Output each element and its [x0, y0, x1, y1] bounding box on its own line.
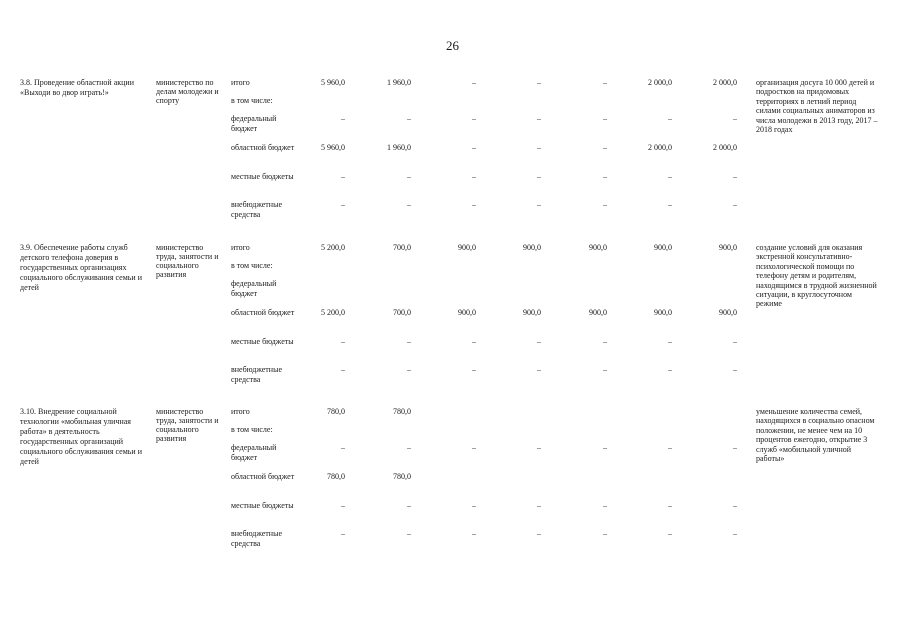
expected-result: создание условий для оказания экстренной консультативно-психологической помощи по телефону детям и родителям, находящимся в трудной жизненной ситуации, в круглосуточном режиме	[756, 243, 877, 309]
value-cell: –	[341, 529, 345, 538]
row-label: областной бюджет	[231, 472, 295, 481]
value-cell: –	[603, 172, 607, 181]
value-cell: –	[407, 337, 411, 346]
value-cell: 5 960,0	[321, 143, 345, 152]
value-cell: –	[733, 114, 737, 123]
value-cell: –	[537, 529, 541, 538]
value-cell: 900,0	[589, 308, 607, 317]
value-cell: 780,0	[393, 407, 411, 416]
value-cell: –	[472, 114, 476, 123]
executor: министерство труда, занятости и социального развития	[156, 243, 219, 279]
row-label: федеральный бюджет	[231, 114, 277, 133]
row-label: внебюджетные средства	[231, 200, 282, 219]
value-cell: –	[407, 501, 411, 510]
value-cell: –	[668, 200, 672, 209]
row-local	[0, 337, 905, 361]
value-cell: –	[407, 365, 411, 374]
value-cell: 900,0	[523, 308, 541, 317]
value-cell: –	[537, 78, 541, 87]
value-cell: –	[733, 443, 737, 452]
row-extrabudgetary	[0, 200, 905, 224]
value-cell: –	[472, 143, 476, 152]
value-cell: 900,0	[719, 308, 737, 317]
row-label: областной бюджет	[231, 143, 295, 152]
value-cell: –	[341, 172, 345, 181]
value-cell: 900,0	[458, 308, 476, 317]
row-local	[0, 172, 905, 196]
value-cell: 700,0	[393, 308, 411, 317]
value-cell: 900,0	[719, 243, 737, 252]
value-cell: –	[341, 365, 345, 374]
value-cell: –	[603, 443, 607, 452]
value-cell: –	[537, 501, 541, 510]
row-label: в том числе:	[231, 425, 273, 434]
value-cell: 780,0	[327, 472, 345, 481]
row-regional	[0, 143, 905, 167]
value-cell: –	[341, 114, 345, 123]
expected-result: уменьшение количества семей, находящихся в социально опасном положении, не менее чем на 10 процентов ежегодно, открытие 3 служб «мобильной уличной работы»	[756, 407, 875, 464]
row-extrabudgetary	[0, 365, 905, 389]
value-cell: 900,0	[654, 308, 672, 317]
value-cell: –	[472, 200, 476, 209]
value-cell: 5 200,0	[321, 243, 345, 252]
section-title: 3.8. Проведение областной акции «Выходи во двор играть!»	[20, 78, 134, 97]
value-cell: –	[603, 501, 607, 510]
row-local	[0, 501, 905, 525]
value-cell: –	[407, 529, 411, 538]
page-number: 26	[446, 38, 459, 53]
row-label: в том числе:	[231, 96, 273, 105]
value-cell: –	[537, 172, 541, 181]
value-cell: –	[537, 443, 541, 452]
value-cell: 2 000,0	[648, 78, 672, 87]
value-cell: –	[537, 114, 541, 123]
value-cell: –	[472, 78, 476, 87]
value-cell: –	[733, 172, 737, 181]
value-cell: –	[668, 337, 672, 346]
value-cell: –	[537, 337, 541, 346]
value-cell: –	[537, 200, 541, 209]
value-cell: –	[733, 529, 737, 538]
section-title: 3.10. Внедрение социальной технологии «мобильная уличная работа» в деятельность государственных организаций социального обслуживания семьи и детей	[20, 407, 142, 466]
executor: министерство труда, занятости и социального развития	[156, 407, 219, 443]
value-cell: –	[733, 501, 737, 510]
value-cell: –	[472, 529, 476, 538]
value-cell: 900,0	[458, 243, 476, 252]
value-cell: 1 960,0	[387, 78, 411, 87]
value-cell: –	[668, 501, 672, 510]
value-cell: 5 200,0	[321, 308, 345, 317]
row-label: местные бюджеты	[231, 337, 294, 346]
row-label: внебюджетные средства	[231, 529, 282, 548]
row-label: местные бюджеты	[231, 172, 294, 181]
value-cell: 2 000,0	[713, 143, 737, 152]
row-regional	[0, 472, 905, 496]
value-cell: –	[341, 443, 345, 452]
value-cell: –	[668, 172, 672, 181]
value-cell: –	[407, 172, 411, 181]
row-label: местные бюджеты	[231, 501, 294, 510]
value-cell: –	[603, 200, 607, 209]
value-cell: –	[668, 529, 672, 538]
value-cell: –	[472, 443, 476, 452]
value-cell: 900,0	[523, 243, 541, 252]
value-cell: 2 000,0	[713, 78, 737, 87]
expected-result: организация досуга 10 000 детей и подростков на придомовых территориях в летний период силами социальных аниматоров из числа молодежи в 2013 году, 2017 – 2018 годах	[756, 78, 878, 135]
value-cell: –	[603, 114, 607, 123]
row-label: в том числе:	[231, 261, 273, 270]
value-cell: –	[341, 337, 345, 346]
value-cell: 5 960,0	[321, 78, 345, 87]
row-federal	[0, 443, 905, 467]
value-cell: –	[733, 365, 737, 374]
value-cell: 700,0	[393, 243, 411, 252]
value-cell: –	[407, 114, 411, 123]
value-cell: –	[733, 200, 737, 209]
value-cell: –	[603, 365, 607, 374]
row-label: внебюджетные средства	[231, 365, 282, 384]
value-cell: –	[537, 143, 541, 152]
value-cell: –	[603, 78, 607, 87]
value-cell: –	[472, 501, 476, 510]
value-cell: –	[341, 501, 345, 510]
value-cell: –	[603, 143, 607, 152]
executor: министерство по делам молодежи и спорту	[156, 78, 219, 105]
value-cell: –	[472, 337, 476, 346]
section-title: 3.9. Обеспечение работы служб детского телефона доверия в государственных организациях социального обслуживания семьи и детей	[20, 243, 142, 292]
value-cell: –	[472, 172, 476, 181]
row-label: итого	[231, 407, 250, 416]
value-cell: –	[341, 200, 345, 209]
value-cell: –	[668, 114, 672, 123]
value-cell: 1 960,0	[387, 143, 411, 152]
row-extrabudgetary	[0, 529, 905, 553]
value-cell: –	[668, 365, 672, 374]
value-cell: –	[537, 365, 541, 374]
row-label: областной бюджет	[231, 308, 295, 317]
value-cell: –	[407, 443, 411, 452]
value-cell: –	[472, 365, 476, 374]
value-cell: –	[668, 443, 672, 452]
value-cell: –	[603, 337, 607, 346]
value-cell: 2 000,0	[648, 143, 672, 152]
row-federal	[0, 279, 905, 303]
value-cell: 900,0	[654, 243, 672, 252]
row-label: федеральный бюджет	[231, 443, 277, 462]
value-cell: 780,0	[327, 407, 345, 416]
value-cell: –	[733, 337, 737, 346]
row-label: итого	[231, 243, 250, 252]
row-label: федеральный бюджет	[231, 279, 277, 298]
row-regional	[0, 308, 905, 332]
value-cell: –	[407, 200, 411, 209]
row-label: итого	[231, 78, 250, 87]
row-federal	[0, 114, 905, 138]
value-cell: 780,0	[393, 472, 411, 481]
value-cell: –	[603, 529, 607, 538]
value-cell: 900,0	[589, 243, 607, 252]
